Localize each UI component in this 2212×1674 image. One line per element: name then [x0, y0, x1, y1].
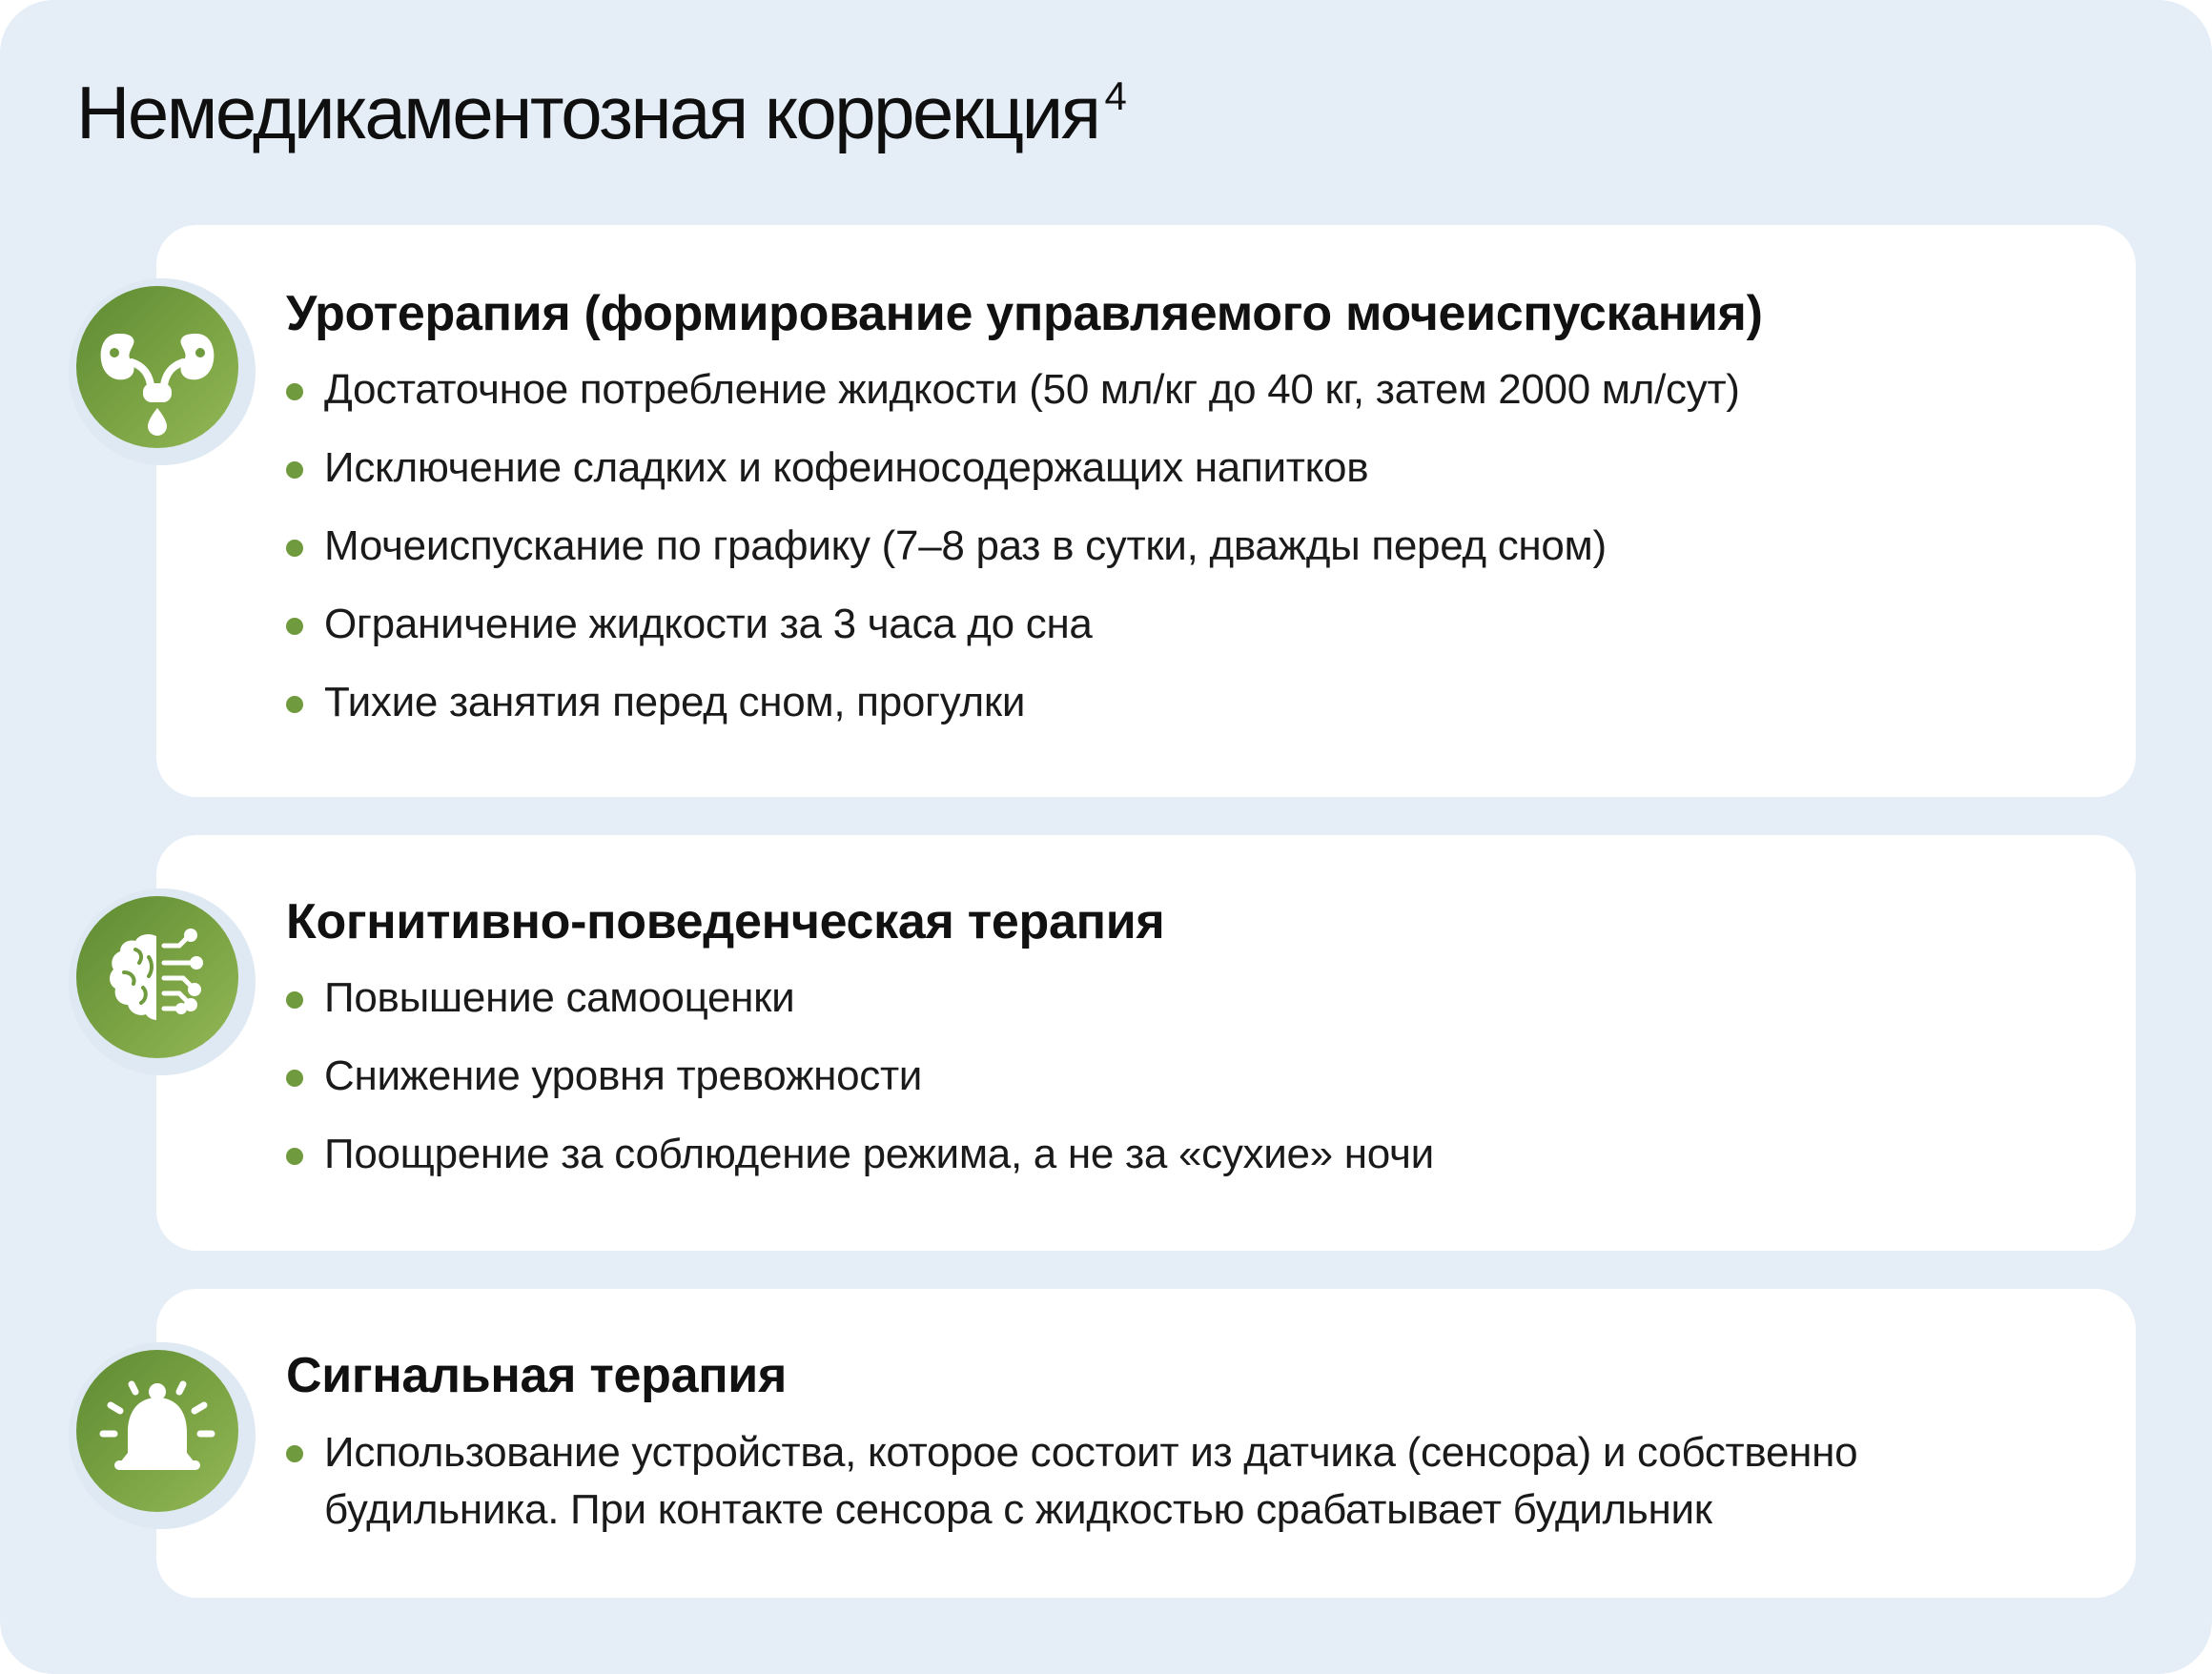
section-card-cbt — [156, 835, 2136, 1251]
bullet-item: Повышение самооценки — [286, 970, 2079, 1026]
icon-badge — [69, 278, 256, 465]
bullet-item: Использование устройства, которое состоит из датчика (сенсора) и собственно будильника. При контакте сенсора с жидкостью срабатывает будильник — [286, 1424, 2079, 1539]
bullet-item: Исключение сладких и кофеиносодержащих напитков — [286, 440, 2079, 496]
bullet-item: Мочеиспускание по графику (7–8 раз в сутки, дважды перед сном) — [286, 519, 2079, 574]
bullet-item: Тихие занятия перед сном, прогулки — [286, 675, 2079, 730]
section-card-alarm-therapy — [156, 1289, 2136, 1598]
brain-circuit-icon — [76, 896, 238, 1058]
icon-badge — [69, 1342, 256, 1529]
bullet-list — [286, 1424, 2079, 1539]
kidneys-icon — [76, 286, 238, 448]
bullet-list — [286, 362, 2079, 730]
bullet-list — [286, 970, 2079, 1182]
bullet-item: Ограничение жидкости за 3 часа до сна — [286, 597, 2079, 652]
bullet-item: Достаточное потребление жидкости (50 мл/кг до 40 кг, затем 2000 мл/сут) — [286, 362, 2079, 418]
section-heading: Сигнальная терапия — [286, 1348, 788, 1403]
bullet-item: Снижение уровня тревожности — [286, 1049, 2079, 1104]
section-card-urotherapy — [156, 225, 2136, 797]
section-heading: Когнитивно-поведенческая терапия — [286, 894, 1165, 949]
icon-badge — [69, 888, 256, 1075]
page-title-text: Немедикаментозная коррекция — [76, 71, 1099, 154]
alarm-bell-icon — [76, 1350, 238, 1512]
section-heading: Уротерапия (формирование управляемого мочеиспускания) — [286, 286, 1763, 341]
page-title — [76, 69, 1127, 158]
bullet-item: Поощрение за соблюдение режима, а не за «сухие» ночи — [286, 1127, 2079, 1182]
footnote-marker: 4 — [1104, 73, 1127, 118]
